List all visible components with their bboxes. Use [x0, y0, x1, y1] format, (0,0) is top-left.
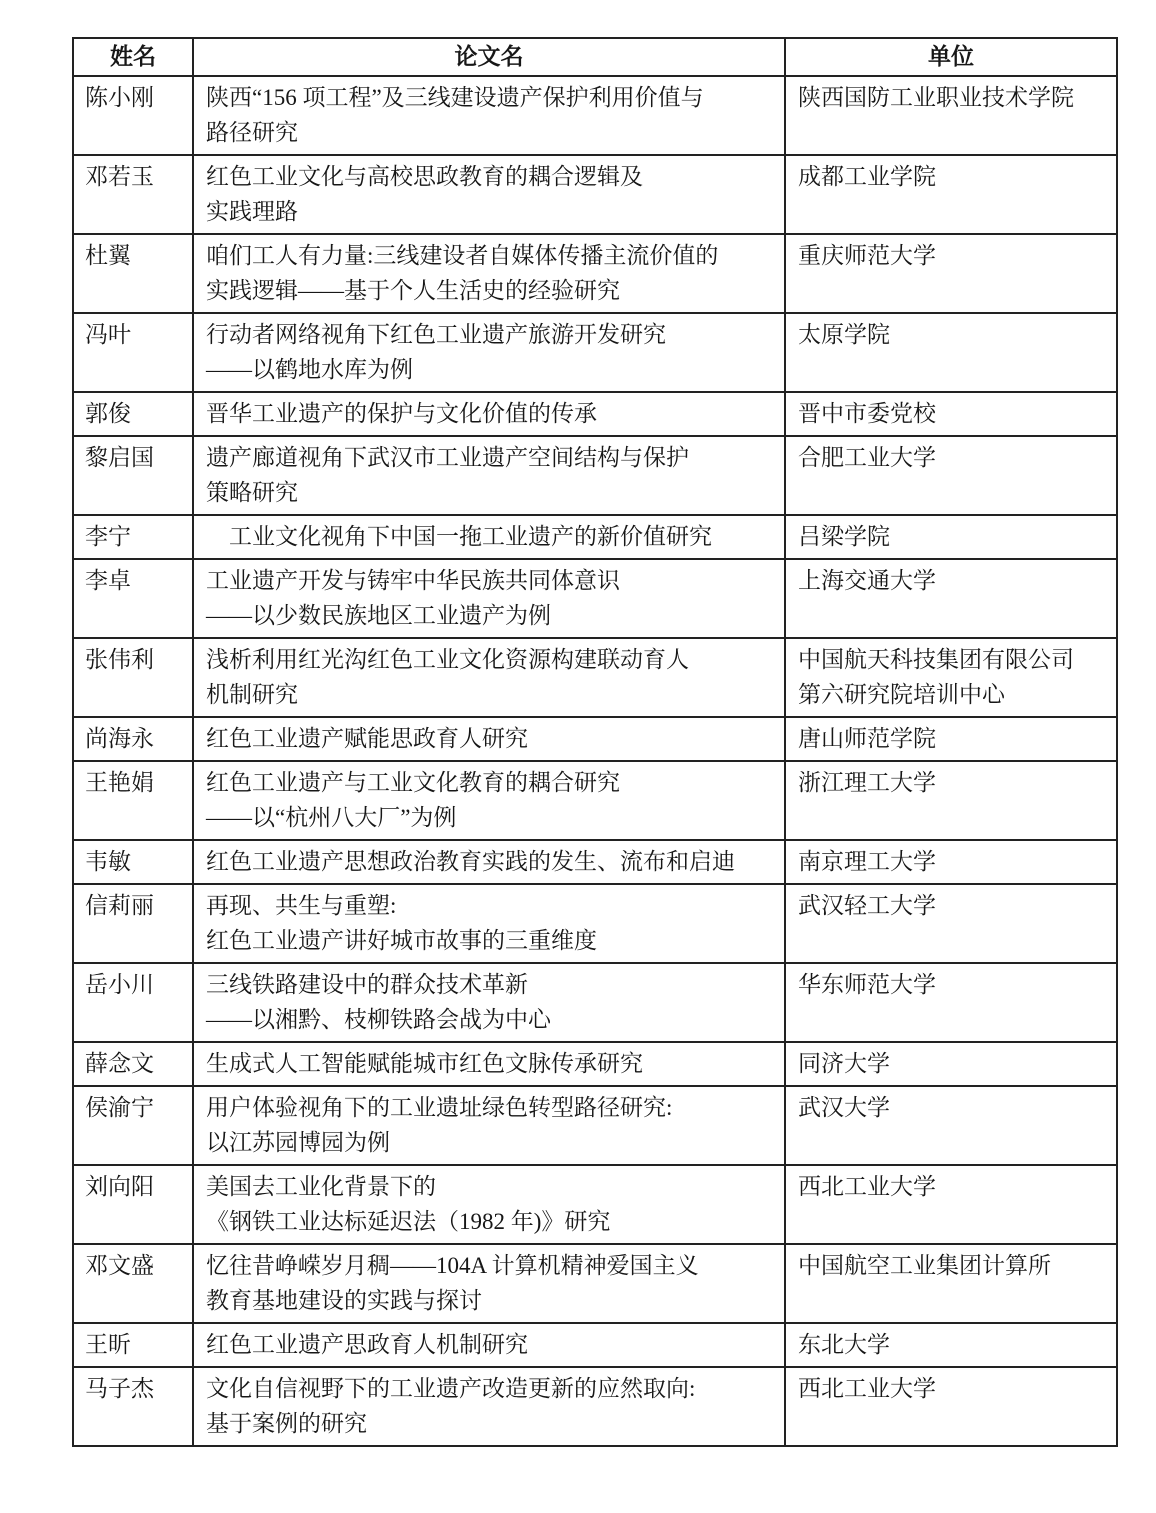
author-name: 邓文盛	[73, 1244, 193, 1323]
author-name: 冯叶	[73, 313, 193, 392]
table-row	[73, 1323, 1117, 1367]
paper-title: 行动者网络视角下红色工业遗产旅游开发研究 ——以鹤地水库为例	[193, 313, 785, 392]
author-name: 尚海永	[73, 717, 193, 761]
author-name: 侯渝宁	[73, 1086, 193, 1165]
author-name: 韦敏	[73, 840, 193, 884]
paper-title: 用户体验视角下的工业遗址绿色转型路径研究: 以江苏园博园为例	[193, 1086, 785, 1165]
table-row	[73, 1086, 1117, 1165]
paper-title: 红色工业遗产思政育人机制研究	[193, 1323, 785, 1367]
header-unit: 单位	[785, 38, 1117, 76]
unit: 中国航空工业集团计算所	[785, 1244, 1117, 1323]
paper-title: 红色工业文化与高校思政教育的耦合逻辑及 实践理路	[193, 155, 785, 234]
table-row	[73, 392, 1117, 436]
author-name: 刘向阳	[73, 1165, 193, 1244]
author-name: 张伟利	[73, 638, 193, 717]
document-page	[0, 37, 1156, 1513]
table-row	[73, 840, 1117, 884]
table-row	[73, 515, 1117, 559]
paper-title: 工业文化视角下中国一拖工业遗产的新价值研究	[193, 515, 785, 559]
author-name: 黎启国	[73, 436, 193, 515]
author-name: 杜翼	[73, 234, 193, 313]
table-row	[73, 1042, 1117, 1086]
table-row	[73, 234, 1117, 313]
unit: 西北工业大学	[785, 1165, 1117, 1244]
author-name: 陈小刚	[73, 76, 193, 155]
paper-title: 晋华工业遗产的保护与文化价值的传承	[193, 392, 785, 436]
paper-title: 红色工业遗产思想政治教育实践的发生、流布和启迪	[193, 840, 785, 884]
paper-title: 红色工业遗产赋能思政育人研究	[193, 717, 785, 761]
paper-title: 浅析利用红光沟红色工业文化资源构建联动育人 机制研究	[193, 638, 785, 717]
unit: 武汉大学	[785, 1086, 1117, 1165]
paper-title: 陕西“156 项工程”及三线建设遗产保护利用价值与 路径研究	[193, 76, 785, 155]
author-name: 李卓	[73, 559, 193, 638]
unit: 西北工业大学	[785, 1367, 1117, 1446]
paper-table	[72, 37, 1118, 1447]
author-name: 信莉丽	[73, 884, 193, 963]
table-row	[73, 76, 1117, 155]
table-row	[73, 559, 1117, 638]
author-name: 薛念文	[73, 1042, 193, 1086]
table-row	[73, 717, 1117, 761]
unit: 陕西国防工业职业技术学院	[785, 76, 1117, 155]
unit: 南京理工大学	[785, 840, 1117, 884]
unit: 唐山师范学院	[785, 717, 1117, 761]
paper-title: 三线铁路建设中的群众技术革新 ——以湘黔、枝柳铁路会战为中心	[193, 963, 785, 1042]
table-row	[73, 313, 1117, 392]
unit: 浙江理工大学	[785, 761, 1117, 840]
header-paper-title: 论文名	[193, 38, 785, 76]
table-row	[73, 963, 1117, 1042]
unit: 华东师范大学	[785, 963, 1117, 1042]
paper-title: 美国去工业化背景下的 《钢铁工业达标延迟法（1982 年)》研究	[193, 1165, 785, 1244]
paper-title: 红色工业遗产与工业文化教育的耦合研究 ——以“杭州八大厂”为例	[193, 761, 785, 840]
table-row	[73, 884, 1117, 963]
unit: 吕梁学院	[785, 515, 1117, 559]
author-name: 邓若玉	[73, 155, 193, 234]
unit: 成都工业学院	[785, 155, 1117, 234]
unit: 重庆师范大学	[785, 234, 1117, 313]
paper-title: 生成式人工智能赋能城市红色文脉传承研究	[193, 1042, 785, 1086]
table-header	[73, 38, 1117, 76]
table-row	[73, 1244, 1117, 1323]
unit: 上海交通大学	[785, 559, 1117, 638]
paper-title: 咱们工人有力量:三线建设者自媒体传播主流价值的 实践逻辑——基于个人生活史的经验研究	[193, 234, 785, 313]
author-name: 马子杰	[73, 1367, 193, 1446]
paper-title: 文化自信视野下的工业遗产改造更新的应然取向: 基于案例的研究	[193, 1367, 785, 1446]
paper-title: 再现、共生与重塑: 红色工业遗产讲好城市故事的三重维度	[193, 884, 785, 963]
author-name: 岳小川	[73, 963, 193, 1042]
table-row	[73, 1165, 1117, 1244]
unit: 晋中市委党校	[785, 392, 1117, 436]
paper-title: 忆往昔峥嵘岁月稠——104A 计算机精神爱国主义 教育基地建设的实践与探讨	[193, 1244, 785, 1323]
unit: 武汉轻工大学	[785, 884, 1117, 963]
header-row	[73, 38, 1117, 76]
table-row	[73, 761, 1117, 840]
author-name: 郭俊	[73, 392, 193, 436]
author-name: 李宁	[73, 515, 193, 559]
unit: 东北大学	[785, 1323, 1117, 1367]
paper-title: 工业遗产开发与铸牢中华民族共同体意识 ——以少数民族地区工业遗产为例	[193, 559, 785, 638]
unit: 同济大学	[785, 1042, 1117, 1086]
author-name: 王昕	[73, 1323, 193, 1367]
header-name: 姓名	[73, 38, 193, 76]
paper-title: 遗产廊道视角下武汉市工业遗产空间结构与保护 策略研究	[193, 436, 785, 515]
table-body	[73, 76, 1117, 1446]
unit: 中国航天科技集团有限公司 第六研究院培训中心	[785, 638, 1117, 717]
table-row	[73, 638, 1117, 717]
unit: 太原学院	[785, 313, 1117, 392]
table-row	[73, 155, 1117, 234]
author-name: 王艳娟	[73, 761, 193, 840]
table-row	[73, 436, 1117, 515]
table-row	[73, 1367, 1117, 1446]
unit: 合肥工业大学	[785, 436, 1117, 515]
